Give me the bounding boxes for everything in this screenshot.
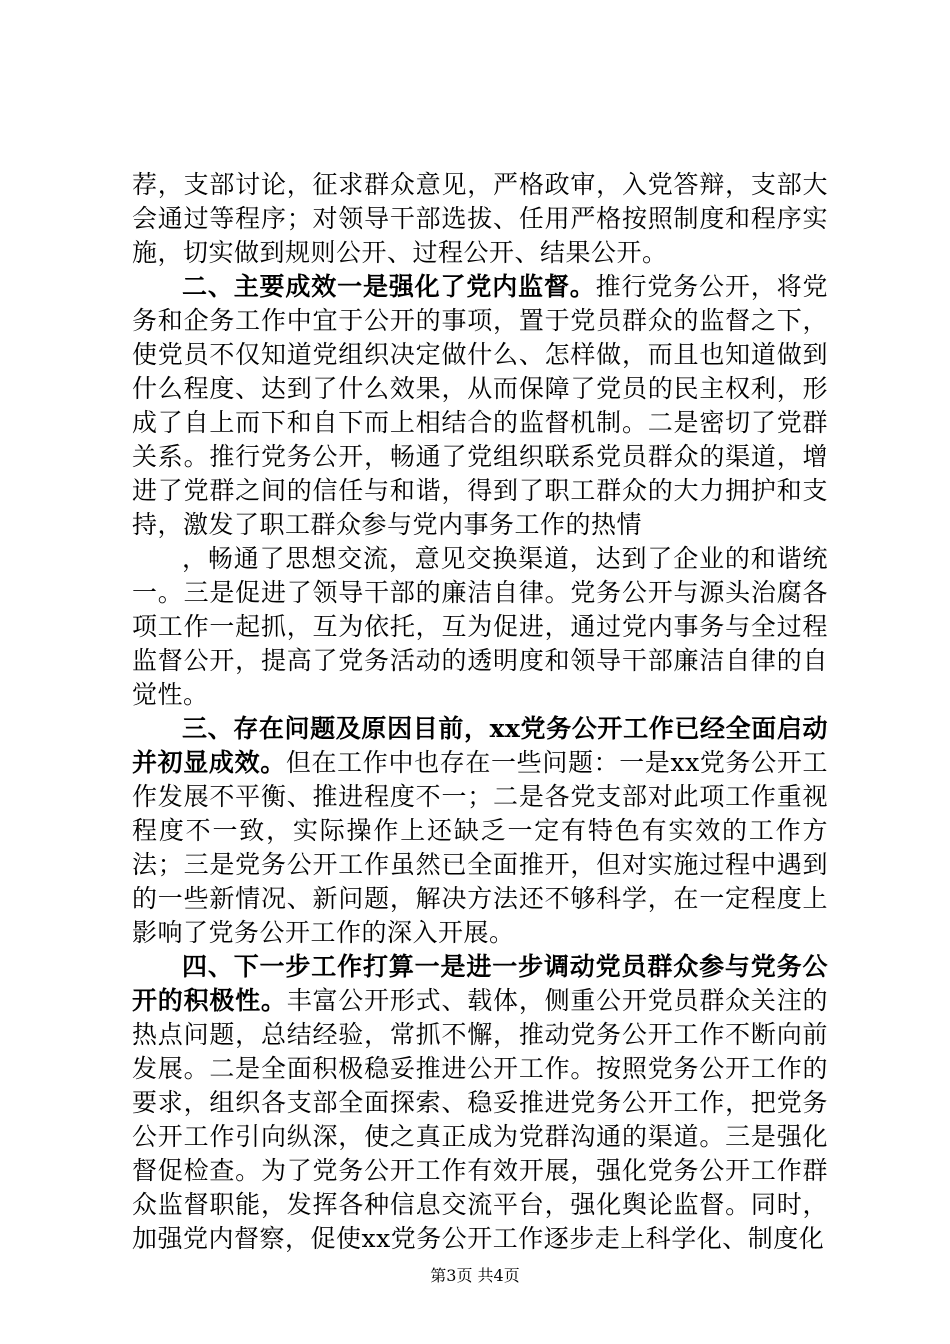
page-number-label: 第3页 共4页 — [430, 1266, 520, 1285]
paragraph-4-heading: 三、存在问题及原因目前，xx党务公开工作已经全面启动并初显成效。 — [132, 714, 828, 777]
paragraph-4-text: 但在工作中也存在一些问题：一是xx党务公开工作发展不平衡、推进程度不一；二是各党支部对此项工作重视程度不一致，实际操作上还缺乏一定有特色有实效的工作方法；三是党务公开工作虽然已全面推开，但对实施过程中遇到的一些新情况、新问题，解决方法还不够科学，在一定程度上影响了党务公开工作的深入开展。 — [132, 748, 828, 947]
paragraph-1-text: 荐，支部讨论，征求群众意见，严格政审，入党答辩，支部大会通过等程序；对领导干部选拔、任用严格按照制度和程序实施，切实做到规则公开、过程公开、结果公开。 — [132, 170, 828, 267]
paragraph-1 — [132, 168, 828, 270]
document-body — [132, 168, 828, 1256]
paragraph-4 — [132, 712, 828, 950]
paragraph-5-text: 丰富公开形式、载体，侧重公开党员群众关注的热点问题，总结经验，常抓不懈，推动党务公开工作不断向前发展。二是全面积极稳妥推进公开工作。按照党务公开工作的要求，组织各支部全面探索、稳妥推进党务公开工作，把党务公开工作引向纵深，使之真正成为党群沟通的渠道。三是强化督促检查。为了党务公开工作有效开展，强化党务公开工作群众监督职能，发挥各种信息交流平台，强化舆论监督。同时，加强党内督察，促使xx党务公开工作逐步走上科学化、制度化 — [132, 986, 828, 1253]
paragraph-2-heading: 二、主要成效一是强化了党内监督。 — [182, 272, 596, 301]
page-footer — [0, 1266, 950, 1286]
paragraph-3-text: ，畅通了思想交流，意见交换渠道，达到了企业的和谐统一。三是促进了领导干部的廉洁自律。党务公开与源头治腐各项工作一起抓，互为依托，互为促进，通过党内事务与全过程监督公开，提高了党务活动的透明度和领导干部廉洁自律的自觉性。 — [132, 544, 828, 709]
paragraph-3 — [132, 542, 828, 712]
paragraph-5 — [132, 950, 828, 1256]
paragraph-2 — [132, 270, 828, 542]
paragraph-5-heading: 四、下一步工作打算一是进一步调动党员群众参与党务公开的积极性。 — [132, 952, 828, 1015]
paragraph-2-text: 推行党务公开，将党务和企务工作中宜于公开的事项，置于党员群众的监督之下，使党员不仅知道党组织决定做什么、怎样做，而且也知道做到什么程度、达到了什么效果，从而保障了党员的民主权利，形成了自上而下和自下而上相结合的监督机制。二是密切了党群关系。推行党务公开，畅通了党组织联系党员群众的渠道，增进了党群之间的信任与和谐，得到了职工群众的大力拥护和支持，激发了职工群众参与党内事务工作的热情 — [132, 272, 828, 539]
